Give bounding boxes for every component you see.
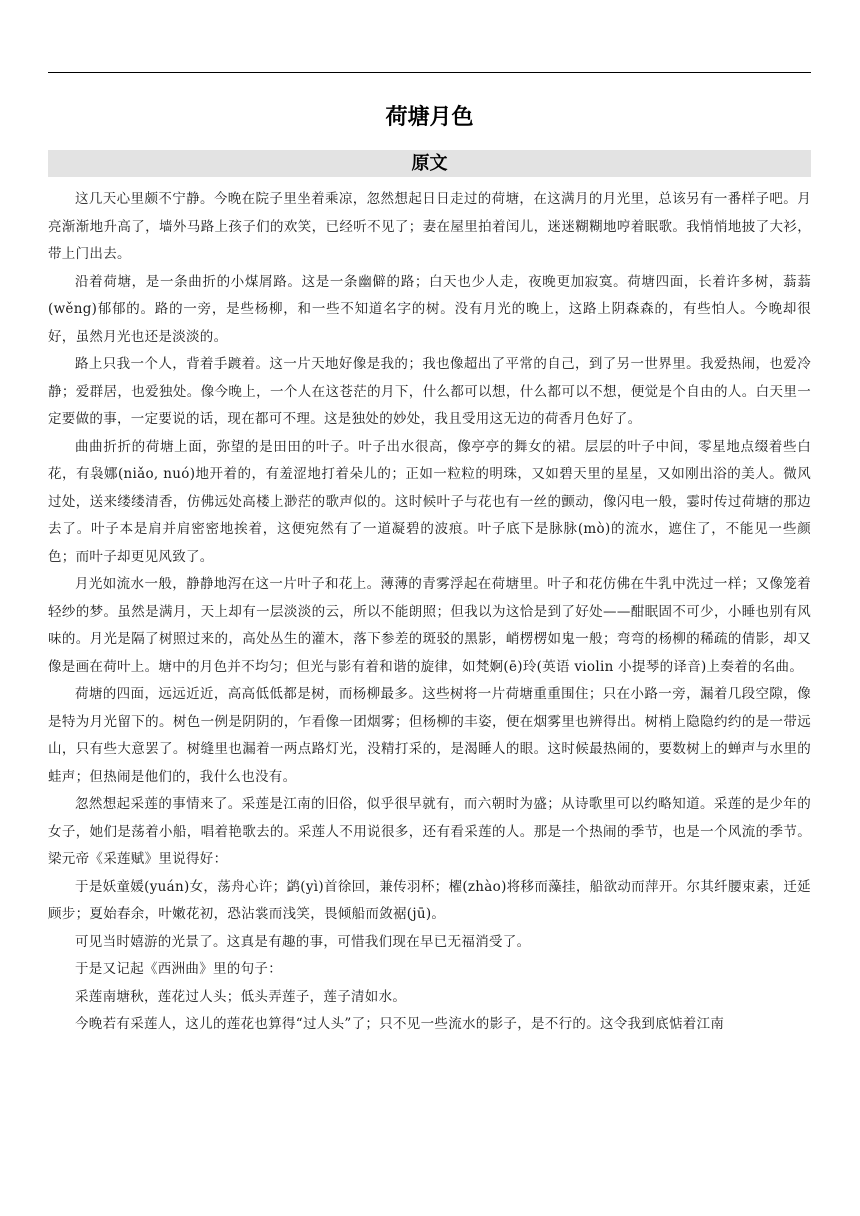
paragraph: 曲曲折折的荷塘上面，弥望的是田田的叶子。叶子出水很高，像亭亭的舞女的裙。层层的叶子中间，零星地点缀着些白花，有袅娜(niǎo, nuó)地开着的，有羞涩地打着朵儿的；正如一粒粒的明珠，又如碧天里的星星，又如刚出浴的美人。微风过处，送来缕缕清香，仿佛远处高楼上渺茫的歌声似的。这时候叶子与花也有一丝的颤动，像闪电一般，霎时传过荷塘的那边去了。叶子本是肩并肩密密地挨着，这便宛然有了一道凝碧的波痕。叶子底下是脉脉(mò)的流水，遮住了，不能见一些颜色；而叶子却更见风致了。 xyxy=(48,438,811,565)
header-rule xyxy=(48,72,811,73)
paragraph: 路上只我一个人，背着手踱着。这一片天地好像是我的；我也像超出了平常的自己，到了另一世界里。我爱热闹，也爱冷静；爱群居，也爱独处。像今晚上，一个人在这苍茫的月下，什么都可以想，什么都可以不想，便觉是个自由的人。白天里一定要做的事，一定要说的话，现在都可不理。这是独处的妙处，我且受用这无边的荷香月色好了。 xyxy=(48,356,811,427)
paragraph: 荷塘的四面，远远近近，高高低低都是树，而杨柳最多。这些树将一片荷塘重重围住；只在小路一旁，漏着几段空隙，像是特为月光留下的。树色一例是阴阴的，乍看像一团烟雾；但杨柳的丰姿，便在烟雾里也辨得出。树梢上隐隐约约的是一带远山，只有些大意罢了。树缝里也漏着一两点路灯光，没精打采的，是渴睡人的眼。这时候最热闹的，要数树上的蝉声与水里的蛙声；但热闹是他们的，我什么也没有。 xyxy=(48,686,811,785)
paragraph: 于是又记起《西洲曲》里的句子： xyxy=(75,961,282,977)
quote-paragraph: 于是妖童媛(yuán)女，荡舟心许；鹢(yì)首徐回，兼传羽杯；櫂(zhào)将移而藻挂，船欲动而萍开。尔其纤腰束素，迁延顾步；夏始春余，叶嫩花初，恐沾裳而浅笑，畏倾船而敛裾(jū)。 xyxy=(48,878,811,922)
paragraph: 沿着荷塘，是一条曲折的小煤屑路。这是一条幽僻的路；白天也少人走，夜晚更加寂寞。荷塘四面，长着许多树，蓊蓊(wěng)郁郁的。路的一旁，是些杨柳，和一些不知道名字的树。没有月光的晚上，这路上阴森森的，有些怕人。今晚却很好，虽然月光也还是淡淡的。 xyxy=(48,273,811,345)
paragraph: 月光如流水一般，静静地泻在这一片叶子和花上。薄薄的青雾浮起在荷塘里。叶子和花仿佛在牛乳中洗过一样；又像笼着轻纱的梦。虽然是满月，天上却有一层淡淡的云，所以不能朗照；但我以为这恰是到了好处——酣眠固不可少，小睡也别有风味的。月光是隔了树照过来的，高处丛生的灌木，落下参差的斑驳的黑影，峭楞楞如鬼一般；弯弯的杨柳的稀疏的倩影，却又像是画在荷叶上。塘中的月色并不均匀；但光与影有着和谐的旋律，如梵婀(ē)玲(英语 violin 小提琴的译音)上奏着的名曲。 xyxy=(48,576,811,675)
poem-line: 采莲南塘秋，莲花过人头；低头弄莲子，莲子清如水。 xyxy=(75,988,407,1005)
page-title: 荷塘月色 xyxy=(385,105,474,130)
paragraph: 可见当时嬉游的光景了。这真是有趣的事，可惜我们现在早已无福消受了。 xyxy=(75,933,531,950)
section-heading: 原文 xyxy=(48,150,811,177)
paragraph: 忽然想起采莲的事情来了。采莲是江南的旧俗，似乎很早就有，而六朝时为盛；从诗歌里可以约略知道。采莲的是少年的女子，她们是荡着小船，唱着艳歌去的。采莲人不用说很多，还有看采莲的人。那是一个热闹的季节，也是一个风流的季节。梁元帝《采莲赋》里说得好： xyxy=(48,796,811,867)
paragraph: 今晚若有采莲人，这儿的莲花也算得“过人头”了；只不见一些流水的影子，是不行的。这令我到底惦着江南 xyxy=(75,1016,725,1032)
article-body xyxy=(48,186,811,1039)
paragraph: 这几天心里颇不宁静。今晚在院子里坐着乘凉，忽然想起日日走过的荷塘，在这满月的月光里，总该另有一番样子吧。月亮渐渐地升高了，墙外马路上孩子们的欢笑，已经听不见了；妻在屋里拍着闰儿，迷迷糊糊地哼着眠歌。我悄悄地披了大衫，带上门出去。 xyxy=(48,191,811,262)
